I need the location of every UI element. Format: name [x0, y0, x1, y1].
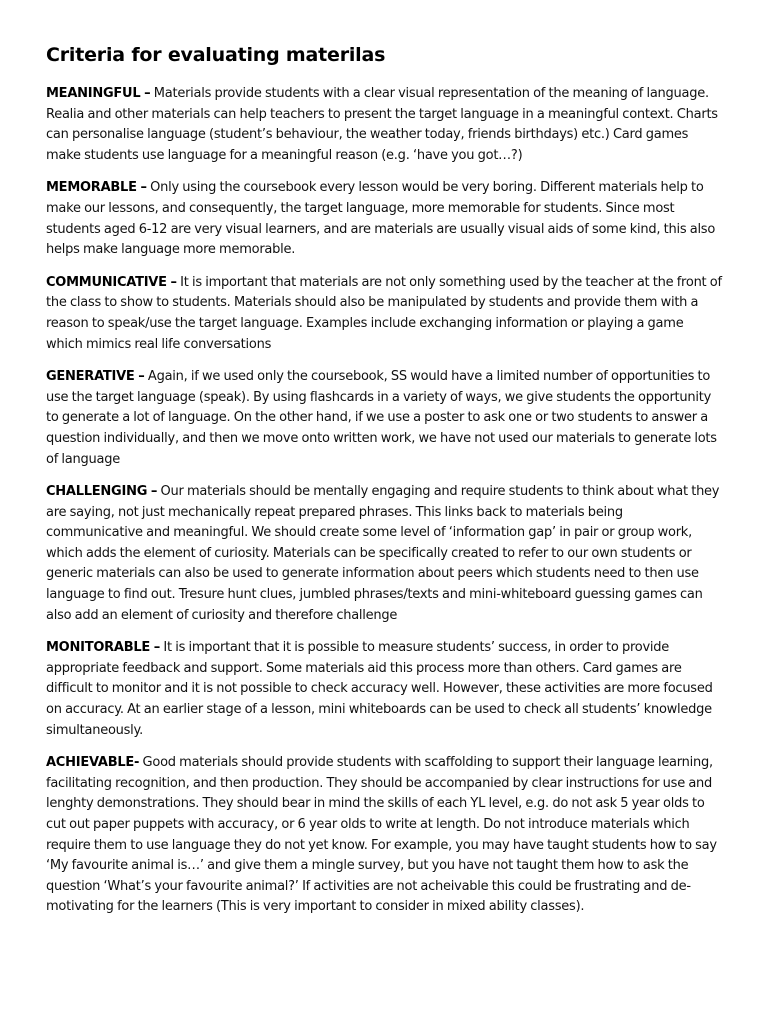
section-heading: MONITORABLE –: [46, 640, 161, 656]
section-generative: [46, 367, 722, 470]
section-body: Good materials should provide students with scaffolding to support their language learning, facilitating recognition, and then production. They should be accompanied by clear instructions for use and lenghty demonstrations. They should bear in mind the skills of each YL level, e.g. do not ask 5 year olds to cut out paper puppets with accuracy, or 6 year olds to write at length. Do not introduce materials which require them to use language they do not yet know. For example, you may have taught students how to say ‘My favourite animal is…’ and give them a mingle survey, but you have not taught them how to ask the question ‘What’s your favourite animal?’ If activities are not acheivable this could be frustrating and de-motivating for the learners (This is very important to consider in mixed ability classes).: [46, 755, 717, 915]
section-meaningful: [46, 84, 722, 166]
section-body: Only using the coursebook every lesson would be very boring. Different materials help to make our lessons, and consequently, the target language, more memorable for students. Since most students aged 6-12 are very visual learners, and are materials are usually visual aids of some kind, this also helps make language more memorable.: [46, 180, 716, 258]
section-monitorable: [46, 638, 722, 741]
section-memorable: [46, 178, 722, 260]
section-body: Materials provide students with a clear visual representation of the meaning of language. Realia and other materials can help teachers to present the target language in a meaningful context. Charts can personalise language (student’s behaviour, the weather today, friends birthdays) etc.) Card games make students use language for a meaningful reason (e.g. ‘have you got…?): [46, 86, 718, 163]
section-body: Our materials should be mentally engaging and require students to think about what they are saying, not just mechanically repeat prepared phrases. This links back to materials being communicative and meaningful. We should create some level of ‘information gap’ in pair or group work, which adds the element of curiosity. Materials can be specifically created to refer to our own students or generic materials can also be used to generate information about peers which students need to then use language to find out. Tresure hunt clues, jumbled phrases/texts and mini-whiteboard guessing games can also add an element of curiosity and therefore challenge: [46, 484, 720, 623]
section-heading: GENERATIVE –: [46, 369, 145, 385]
section-achievable: [46, 753, 722, 918]
section-heading: MEANINGFUL –: [46, 86, 151, 101]
section-challenging: [46, 482, 722, 626]
section-body: It is important that materials are not only something used by the teacher at the front of the class to show to students. Materials should also be manipulated by students and provide them with a reason to speak/use the target language. Examples include exchanging information or playing a game which mimics real life conversations: [46, 274, 722, 352]
section-body: Again, if we used only the coursebook, SS would have a limited number of opportunities to use the target language (speak). By using flashcards in a variety of ways, we give students the opportunity to generate a lot of language. On the other hand, if we use a poster to ask one or two students to answer a question individually, and then we move onto written work, we have not used our materials to generate lots of language: [46, 369, 717, 467]
section-heading: CHALLENGING –: [46, 484, 158, 500]
section-heading: MEMORABLE –: [46, 180, 147, 196]
section-heading: COMMUNICATIVE –: [46, 274, 177, 290]
section-heading: ACHIEVABLE-: [46, 755, 140, 771]
section-body: It is important that it is possible to measure students’ success, in order to provide appropriate feedback and support. Some materials aid this process more than others. Card games are difficult to monitor and it is not possible to check accuracy well. However, these activities are more focused on accuracy. At an earlier stage of a lesson, mini whiteboards can be used to check all students’ knowledge simultaneously.: [46, 640, 713, 738]
document-title: Criteria for evaluating materilas: [46, 44, 386, 66]
section-communicative: [46, 273, 722, 355]
